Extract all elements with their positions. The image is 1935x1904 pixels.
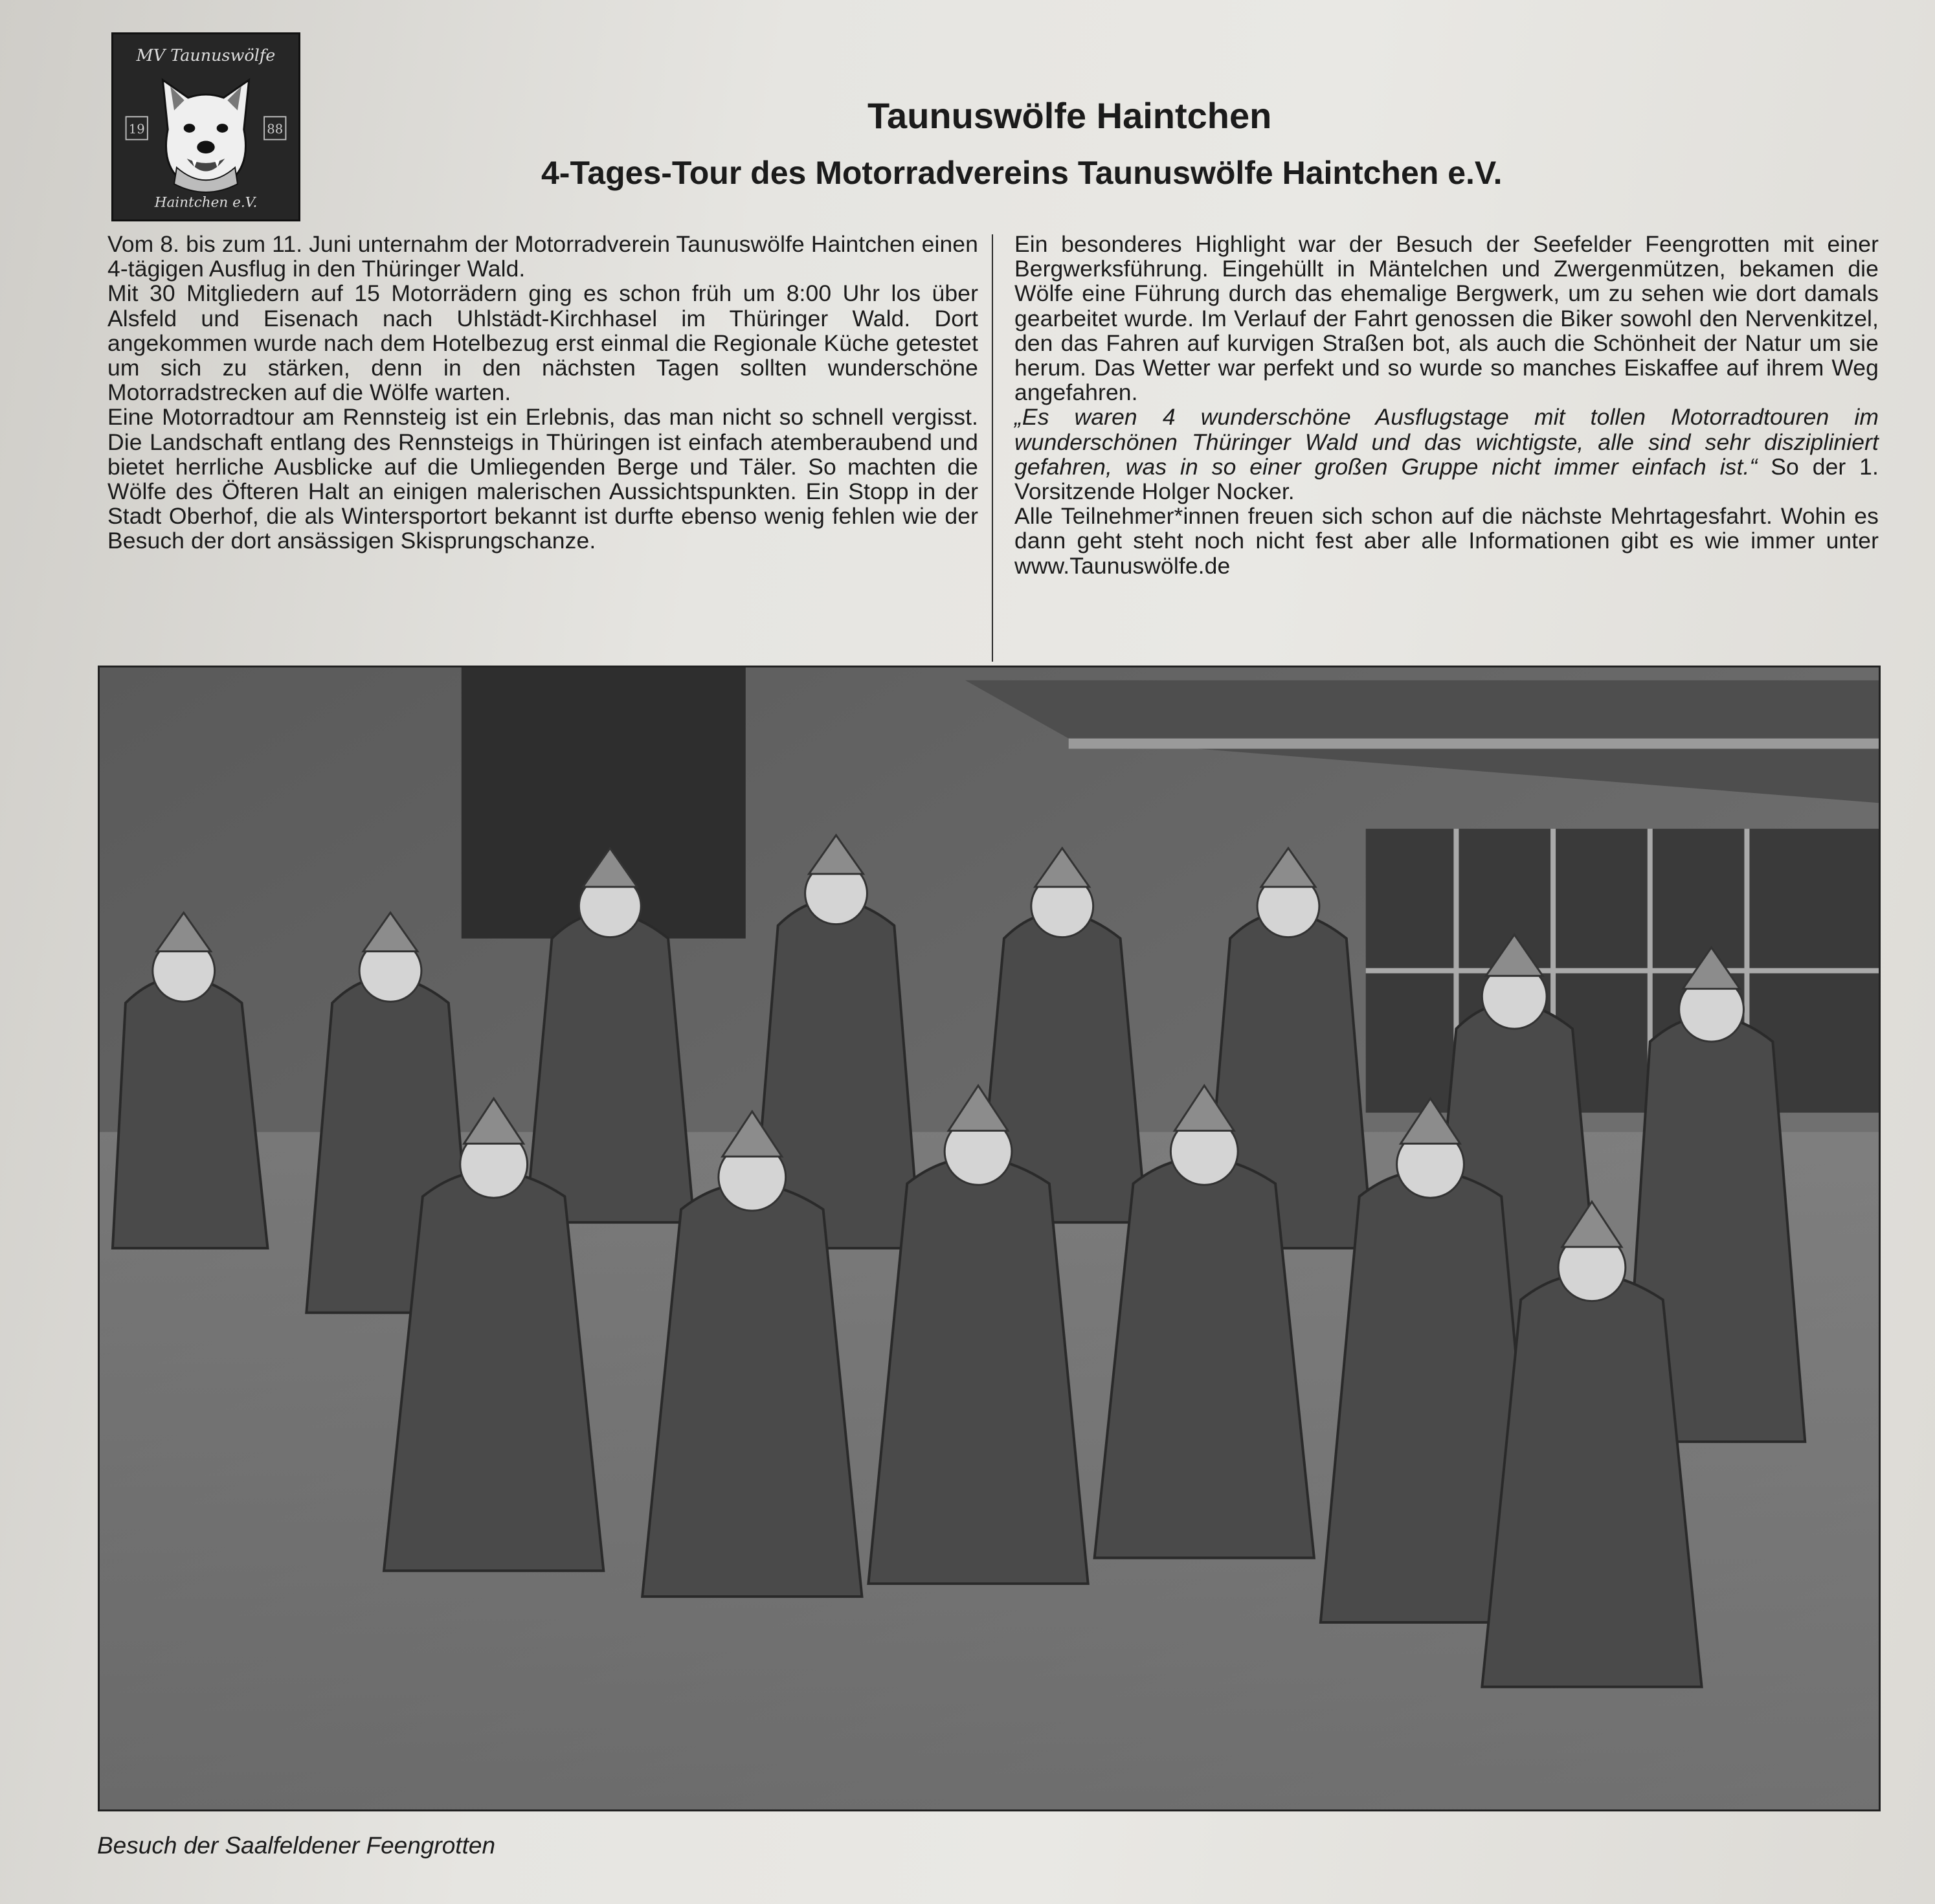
paragraph-quote xyxy=(1014,405,1879,504)
column-divider xyxy=(992,234,993,662)
logo-year-left: 19 xyxy=(128,121,145,137)
article-right-column xyxy=(1014,232,1879,578)
group-photo xyxy=(98,666,1881,1811)
logo-top-text: MV Taunuswölfe xyxy=(136,46,276,66)
article-left-column xyxy=(107,232,978,554)
quote-attribution: So der 1. Vorsitzende Holger Nocker. xyxy=(1014,453,1879,505)
paragraph-rennsteig: Eine Motorradtour am Rennsteig ist ein Erlebnis, das man nicht so schnell vergisst. Die Landschaft entlang des Rennsteigs in Thüringen ist einfach atemberaubend und bietet herrliche Ausblicke auf die Umliegenden Berge und Täler. So machten die Wölfe des Öfteren Halt an einigen malerischen Aussichtspunkten. Ein Stopp in der Stadt Oberhof, die als Wintersportort bekannt ist durfte ebenso wenig fehlen wie der Besuch der dort ansässigen Skisprungschanze. xyxy=(107,404,978,554)
logo-year-right: 88 xyxy=(267,121,284,137)
headline: Taunuswölfe Haintchen xyxy=(867,95,1272,136)
wolf-emblem-icon xyxy=(113,34,298,219)
chairman-quote: „Es waren 4 wunderschöne Ausflugstage mit tollen Motorradtouren im wunderschönen Thüringer Wald und das wichtigste, alle sind sehr diszipliniert gefahren, was in so einer großen Gruppe nicht immer einfach ist.“ xyxy=(1014,404,1879,480)
subheadline: 4-Tages-Tour des Motorradvereins Taunuswölfe Haintchen e.V. xyxy=(541,155,1503,191)
paragraph-intro: Vom 8. bis zum 11. Juni unternahm der Motorradverein Taunuswölfe Haintchen einen 4-tägigen Ausflug in den Thüringer Wald. xyxy=(107,231,978,282)
photo-caption: Besuch der Saalfeldener Feengrotten xyxy=(97,1832,496,1859)
paragraph-closing: Alle Teilnehmer*innen freuen sich schon auf die nächste Mehrtagesfahrt. Wohin es dann geht steht noch nicht fest aber alle Informationen gibt es wie immer unter www.Taunuswölfe.de xyxy=(1014,503,1879,579)
logo-bottom-text: Haintchen e.V. xyxy=(154,194,258,211)
paragraph-journey: Mit 30 Mitgliedern auf 15 Motorrädern ging es schon früh um 8:00 Uhr los über Alsfeld und Eisenach nach Uhlstädt-Kirchhasel im Thüringer Wald. Dort angekommen wurde nach dem Hotelbezug erst einmal die Regionale Küche getestet um sich zu stärken, denn in den nächsten Tagen sollten wunderschöne Motorradstrecken auf die Wölfe warten. xyxy=(107,280,978,406)
club-logo xyxy=(111,32,300,221)
group-photo-illustration xyxy=(100,667,1879,1809)
paragraph-highlight: Ein besonderes Highlight war der Besuch der Seefelder Feengrotten mit einer Bergwerksführung. Eingehüllt in Mäntelchen und Zwergenmützen, bekamen die Wölfe eine Führung durch das ehemalige Bergwerk, um zu sehen wie dort damals gearbeitet wurde. Im Verlauf der Fahrt genossen die Biker sowohl den Nervenkitzel, den das Fahren auf kurvigen Straßen bot, als auch die Schönheit der Natur um sie herum. Das Wetter war perfekt und so wurde so manches Eiskaffee auf ihrem Weg angefahren. xyxy=(1014,231,1879,406)
